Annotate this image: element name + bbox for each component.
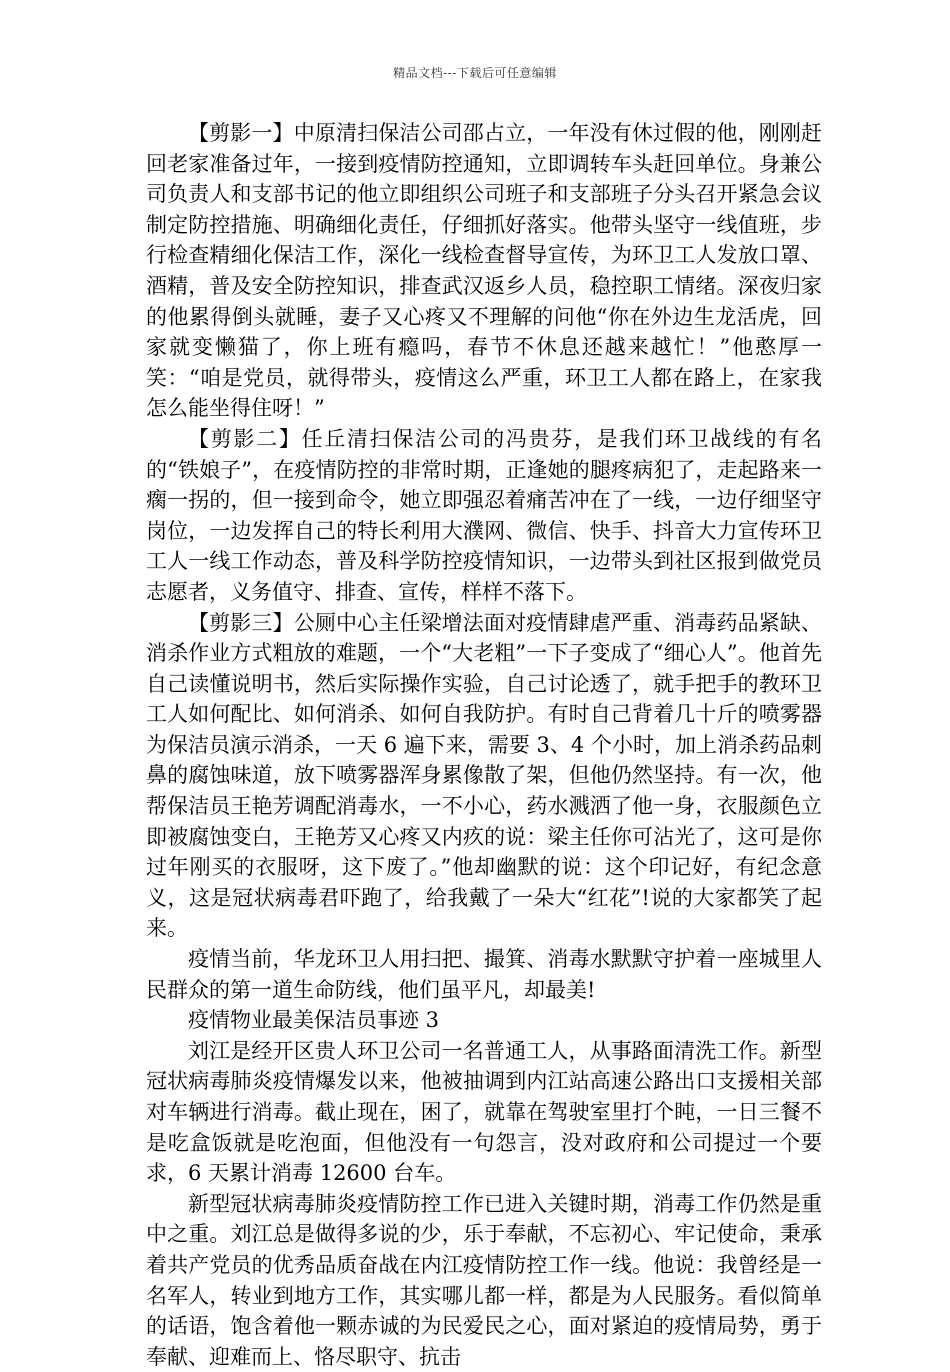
paragraph-silhouette-3: 【剪影三】公厕中心主任梁增法面对疫情肆虐严重、消毒药品紧缺、消杀作业方式粗放的难题，一个“大老粗”一下子变成了“细心人”。他首先自己读懂说明书，然后实际操作实验，自己讨论透了，就手把手的教环卫工人如何配比、如何消杀、如何自我防护。有时自己背着几十斤的喷雾器为保洁员演示消杀，一天 6 遍下来，需要 3、4 个小时，加上消杀药品刺鼻的腐蚀味道，放下喷雾器浑身累像散了架，但他仍然坚持。有一次，他帮保洁员王艳芳调配消毒水，一不小心，药水溅洒了他一身，衣服颜色立即被腐蚀变白，王艳芳又心疼又内疚的说：梁主任你可沾光了，这可是你过年刚买的衣服呀，这下废了。”他却幽默的说：这个印记好，有纪念意义，这是冠状病毒君吓跑了，给我戴了一朵大“红花”!说的大家都笑了起来。 [146,610,822,941]
paragraph-conclusion: 疫情当前，华龙环卫人用扫把、撮箕、消毒水默默守护着一座城里人民群众的第一道生命防线，他们虽平凡，却最美! [146,947,822,1002]
paragraph-silhouette-2: 【剪影二】任丘清扫保洁公司的冯贵芬，是我们环卫战线的有名的“铁娘子”，在疫情防控的非常时期，正逢她的腿疼病犯了，走起路来一瘸一拐的，但一接到命令，她立即强忍着痛苦冲在了一线，一边仔细坚守岗位，一边发挥自己的特长利用大濮网、微信、快手、抖音大力宣传环卫工人一线工作动态，普及科学防控疫情知识，一边带头到社区报到做党员志愿者，义务值守、排查、宣传，样样不落下。 [146,426,822,604]
paragraph-liujiang-2: 新型冠状病毒肺炎疫情防控工作已进入关键时期，消毒工作仍然是重中之重。刘江总是做得多说的少，乐于奉献，不忘初心、牢记使命，秉承着共产党员的优秀品质奋战在内江疫情防控工作一线。他说：我曾经是一名军人，转业到地方工作，其实哪儿都一样，都是为人民服务。看似简单的话语，饱含着他一颗赤诚的为民爱民之心，面对紧迫的疫情局势，勇于奉献、迎难而上、恪尽职守、抗击 [146,1191,822,1369]
section-heading: 疫情物业最美保洁员事迹 3 [188,1008,440,1033]
paragraph-silhouette-1: 【剪影一】中原清扫保洁公司邵占立，一年没有休过假的他，刚刚赶回老家准备过年，一接到疫情防控通知，立即调转车头赶回单位。身兼公司负责人和支部书记的他立即组织公司班子和支部班子分头召开紧急会议制定防控措施、明确细化责任，仔细抓好落实。他带头坚守一线值班，步行检查精细化保洁工作，深化一线检查督导宣传，为环卫工人发放口罩、酒精，普及安全防控知识，排查武汉返乡人员，稳控职工情绪。深夜归家的他累得倒头就睡，妻子又心疼又不理解的问他“你在外边生龙活虎，回家就变懒猫了，你上班有瘾吗，春节不休息还越来越忙！”他憨厚一笑：“咱是党员，就得带头，疫情这么严重，环卫工人都在路上，在家我怎么能坐得住呀！” [146,121,822,421]
document-body [146,118,822,1372]
page-header: 精品文档---下载后可任意编辑 [393,66,557,80]
paragraph-liujiang-1: 刘江是经开区贵人环卫公司一名普通工人，从事路面清洗工作。新型冠状病毒肺炎疫情爆发以来，他被抽调到内江站高速公路出口支援相关部对车辆进行消毒。截止现在，困了，就靠在驾驶室里打个盹，一日三餐不是吃盒饭就是吃泡面，但他没有一句怨言，没对政府和公司提过一个要求，6 天累计消毒 12600 台车。 [146,1038,822,1186]
